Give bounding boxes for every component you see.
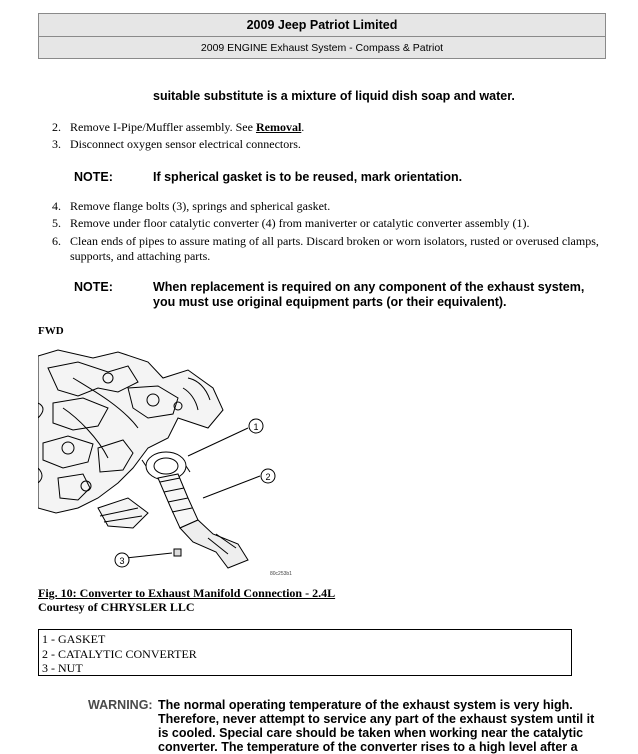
step-text: Remove flange bolts (3), springs and spherical gasket. [70,199,331,213]
section-label: FWD [38,325,64,337]
step-text: Remove I-Pipe/Muffler assembly. See [70,120,256,134]
step-number: 6. [52,234,61,248]
warning-text: The normal operating temperature of the exhaust system is very high. Therefore, never attempt to service any part of the exhaust system until it is cooled. Special care should be taken when working near the catalytic converter. The temperature of the converter rises to a high level after a [158,698,595,754]
step-number: 5. [52,216,61,230]
step-number: 2. [52,120,61,134]
note-label: NOTE: [74,170,113,184]
exhaust-manifold-illustration [38,348,300,580]
note-text: If spherical gasket is to be reused, mark orientation. [153,170,463,184]
warning-label: WARNING: [88,698,153,712]
document-header [38,13,606,59]
note-label: NOTE: [74,280,113,294]
figure-caption: Fig. 10: Converter to Exhaust Manifold Connection - 2.4L [38,586,336,600]
legend-item: 3 - NUT [42,661,83,675]
legend-item: 2 - CATALYTIC CONVERTER [42,646,197,661]
figure-courtesy: Courtesy of CHRYSLER LLC [38,600,195,614]
callout-3: 3 [119,556,125,566]
step-number: 4. [52,199,61,213]
note-text-line1: When replacement is required on any component of the exhaust system, [153,280,585,294]
step-text: Disconnect oxygen sensor electrical connectors. [70,137,301,151]
step-text: Remove under floor catalytic converter (4) from maniverter or catalytic converter assembly (1). [70,216,530,230]
figure-code: 80c253b1 [270,571,292,577]
figure-legend [38,629,572,676]
step-text-end: . [301,120,305,134]
note-text-line2: you must use original equipment parts (or their equivalent). [153,295,507,309]
callout-2: 2 [265,472,271,482]
removal-link[interactable]: Removal [255,120,302,134]
step-text: Clean ends of pipes to assure mating of all parts. Discard broken or worn isolators, rusted or overused clamps, supports, and attaching parts. [70,234,599,263]
legend-item: 1 - GASKET [42,632,106,646]
intro-continuation: suitable substitute is a mixture of liquid dish soap and water. [153,89,515,103]
step-number: 3. [52,137,61,151]
document-title: 2009 Jeep Patriot Limited [39,14,605,37]
callout-1: 1 [253,422,259,432]
document-subtitle: 2009 ENGINE Exhaust System - Compass & Patriot [200,42,444,54]
